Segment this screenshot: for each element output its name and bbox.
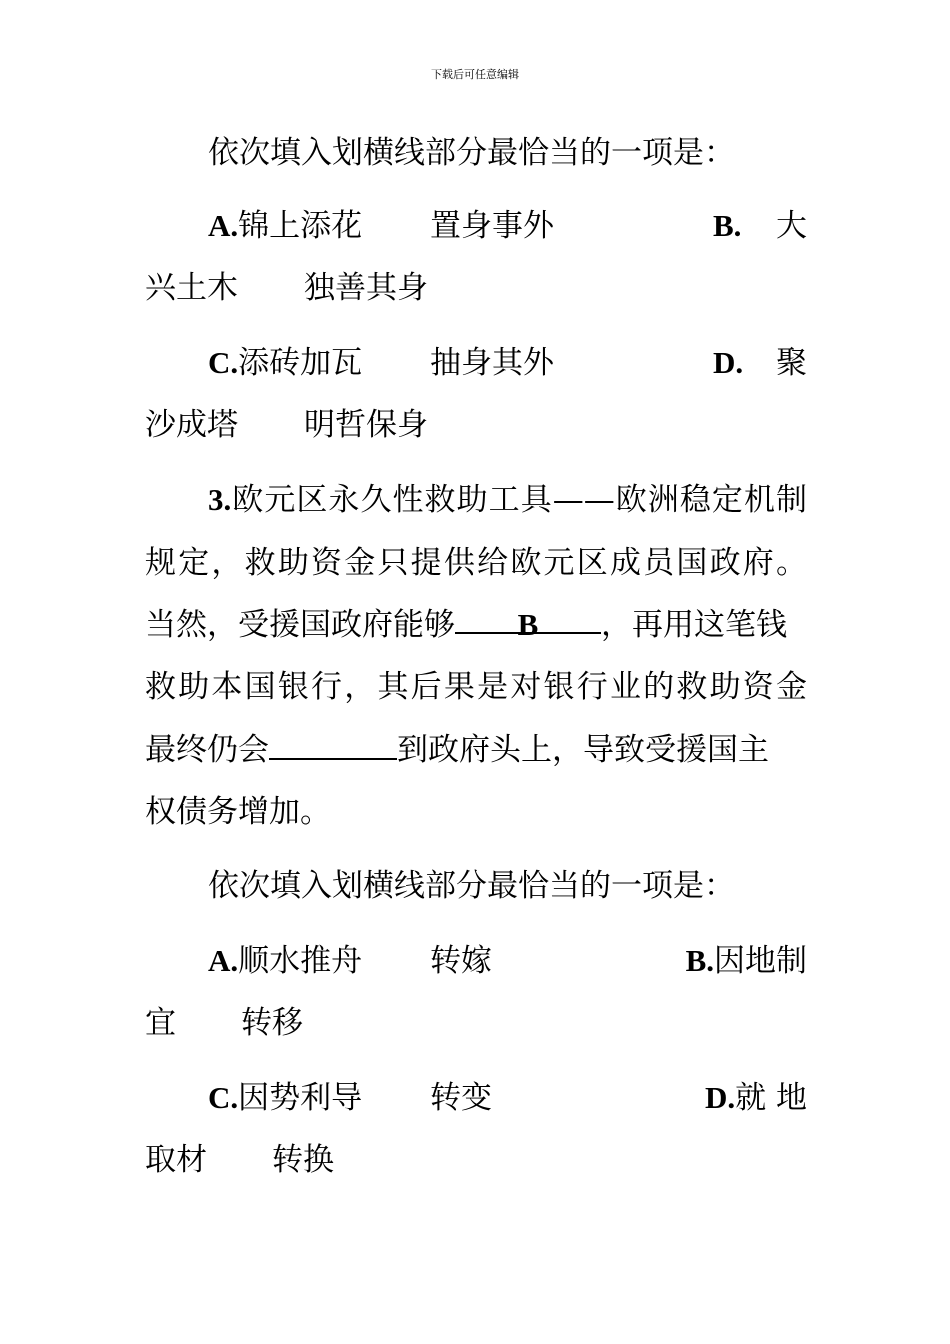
q3-option-b-continuation: [145, 1003, 807, 1043]
q3-stem-line-5: [145, 730, 807, 770]
q3-stem-line-1: [208, 480, 807, 520]
q2-option-d-letter: D.: [713, 345, 744, 380]
q3-line-1-text: 欧元区永久性救助工具——欧洲稳定机制: [231, 482, 807, 518]
q3-prompt: 依次填入划横线部分最恰当的一项是：: [208, 868, 735, 904]
q2-option-b-letter: B.: [713, 208, 742, 243]
q3-option-b-letter: B.: [685, 943, 714, 978]
q3-option-b-word2: 转移: [241, 1005, 303, 1041]
q3-option-d-word1-rest: 取材: [145, 1142, 207, 1178]
q3-option-d-word1-start: 就 地: [735, 1080, 807, 1116]
q2-prompt: 依次填入划横线部分最恰当的一项是：: [208, 135, 735, 171]
q3-line-3-text: 当然，受援国政府能够: [145, 607, 455, 643]
q2-option-d: [713, 343, 743, 383]
q2-option-c-word1: 添砖加瓦: [238, 345, 363, 381]
q2-option-c-letter: C.: [208, 345, 239, 380]
q3-option-row-ab: [208, 941, 807, 981]
page-header: 下载后可任意编辑: [431, 68, 519, 81]
q3-stem-line-3: [145, 605, 807, 645]
q3-option-d-word2: 转换: [272, 1142, 334, 1178]
q3-option-c-word2: 转变: [430, 1080, 492, 1116]
q2-option-row-cd: [208, 343, 807, 383]
q3-option-c-letter: C.: [208, 1080, 239, 1115]
q3-option-d: [705, 1078, 807, 1118]
q2-option-a-letter: A.: [208, 208, 239, 243]
q3-line-5-tail: 到政府头上，导致受援国主: [397, 732, 769, 768]
q3-option-a-letter: A.: [208, 943, 239, 978]
q2-option-d-continuation: [145, 405, 807, 445]
q3-option-b: [686, 941, 807, 981]
q2-option-c: [208, 345, 362, 381]
q2-option-b-word2: 独善其身: [304, 270, 428, 306]
q3-option-a-word2: 转嫁: [430, 943, 492, 979]
q2-option-d-word2: 明哲保身: [304, 407, 428, 443]
q3-blank-1-answer: B: [517, 607, 539, 642]
q3-option-c-word1: 因势利导: [238, 1080, 363, 1116]
q2-option-c-word2: 抽身其外: [430, 345, 554, 381]
q2-option-b-continuation: [145, 268, 807, 308]
q2-option-b-word1-start: 大: [776, 208, 807, 244]
q3-option-b-word1-rest: 宜: [145, 1005, 176, 1041]
q3-stem-line-6: 权债务增加。: [145, 794, 331, 830]
q3-stem-line-4: 救助本国银行，其后果是对银行业的救助资金: [145, 669, 807, 705]
q3-blank-2: [269, 731, 397, 760]
q3-line-3-tail: ，再用这笔钱: [601, 607, 787, 643]
q2-option-b-word1-rest: 兴土木: [145, 270, 238, 306]
q3-stem-line-2: 规定，救助资金只提供给欧元区成员国政府。: [145, 545, 807, 581]
q2-option-b: [713, 206, 741, 246]
q3-number: 3.: [208, 482, 232, 517]
q3-option-b-word1-start: 因地制: [714, 943, 807, 979]
q2-option-row-ab: [208, 206, 807, 246]
q3-option-c: [208, 1080, 362, 1116]
q3-option-row-cd: [208, 1078, 807, 1118]
q3-option-a: [208, 943, 362, 979]
q3-blank-1: [455, 605, 601, 642]
q3-option-d-letter: D.: [705, 1080, 736, 1115]
q2-option-a: [208, 208, 362, 244]
q3-option-d-continuation: [145, 1140, 807, 1180]
q2-option-a-word2: 置身事外: [430, 208, 554, 244]
q2-option-d-word1-rest: 沙成塔: [145, 407, 238, 443]
q2-option-a-word1: 锦上添花: [238, 208, 363, 244]
q3-option-a-word1: 顺水推舟: [238, 943, 363, 979]
q2-option-d-word1-start: 聚: [776, 345, 807, 381]
q3-line-5-text: 最终仍会: [145, 732, 269, 768]
